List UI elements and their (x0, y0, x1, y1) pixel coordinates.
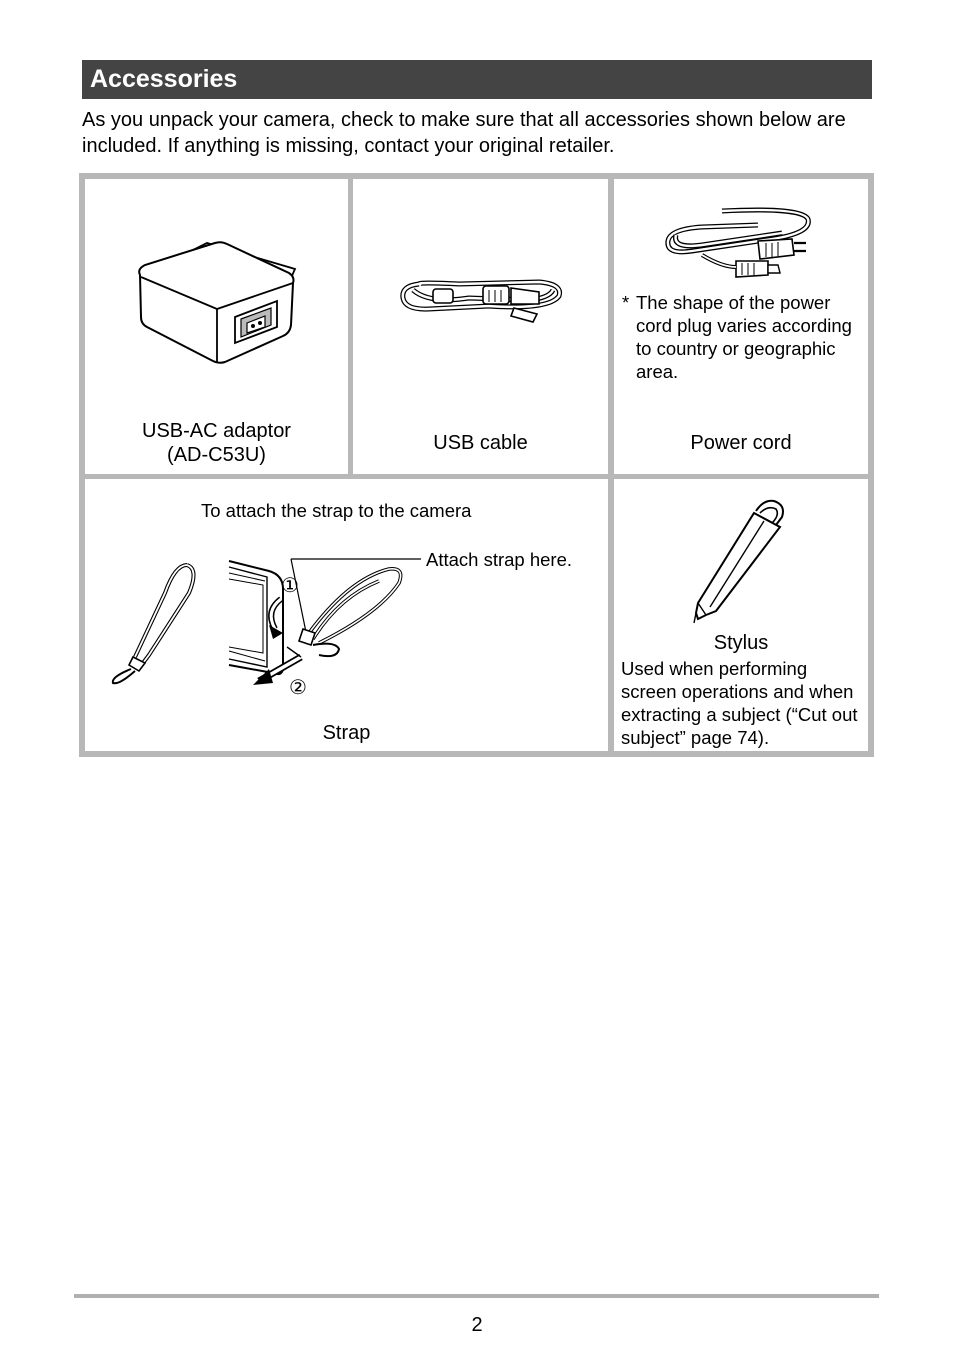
strap-label: Strap (322, 722, 371, 744)
adaptor-label-line2: (AD-C53U) (167, 444, 266, 466)
power-cord-note: The shape of the power cord plug varies according to country or geographic area. (636, 292, 852, 382)
adaptor-label (85, 419, 348, 467)
power-cord-icon (662, 205, 814, 283)
strap-step1-marker: ① (281, 575, 299, 597)
page-number: 2 (471, 1314, 483, 1336)
strap-instruction: To attach the strap to the camera (201, 500, 472, 521)
stylus-icon (694, 495, 790, 623)
adaptor-label-line1: USB-AC adaptor (142, 420, 291, 442)
footer-divider (74, 1294, 879, 1298)
usb-cable-icon (399, 274, 564, 324)
usb-cable-label: USB cable (433, 432, 528, 454)
accessories-table (79, 173, 874, 757)
accessory-cell-strap (85, 479, 608, 751)
section-title: Accessories (82, 60, 872, 99)
strap-attachment-diagram-icon (229, 549, 449, 699)
strap-step2-marker: ② (289, 677, 307, 699)
power-cord-label: Power cord (690, 432, 792, 454)
accessory-cell-usb-cable (353, 179, 608, 474)
intro-paragraph: As you unpack your camera, check to make sure that all accessories shown below are included. If anything is missing, contact your original retailer. (82, 109, 846, 157)
accessory-cell-power-cord (614, 179, 868, 474)
accessory-cell-stylus (614, 479, 868, 751)
power-cord-note-marker: * (622, 292, 630, 313)
accessory-cell-adaptor (85, 179, 348, 474)
strap-icon (109, 559, 199, 684)
stylus-description: Used when performing screen operations and when extracting a subject (“Cut out subject” page 74). (621, 658, 858, 748)
usb-ac-adaptor-icon (137, 239, 297, 364)
stylus-label: Stylus (713, 632, 769, 654)
strap-callout: Attach strap here. (426, 549, 573, 570)
